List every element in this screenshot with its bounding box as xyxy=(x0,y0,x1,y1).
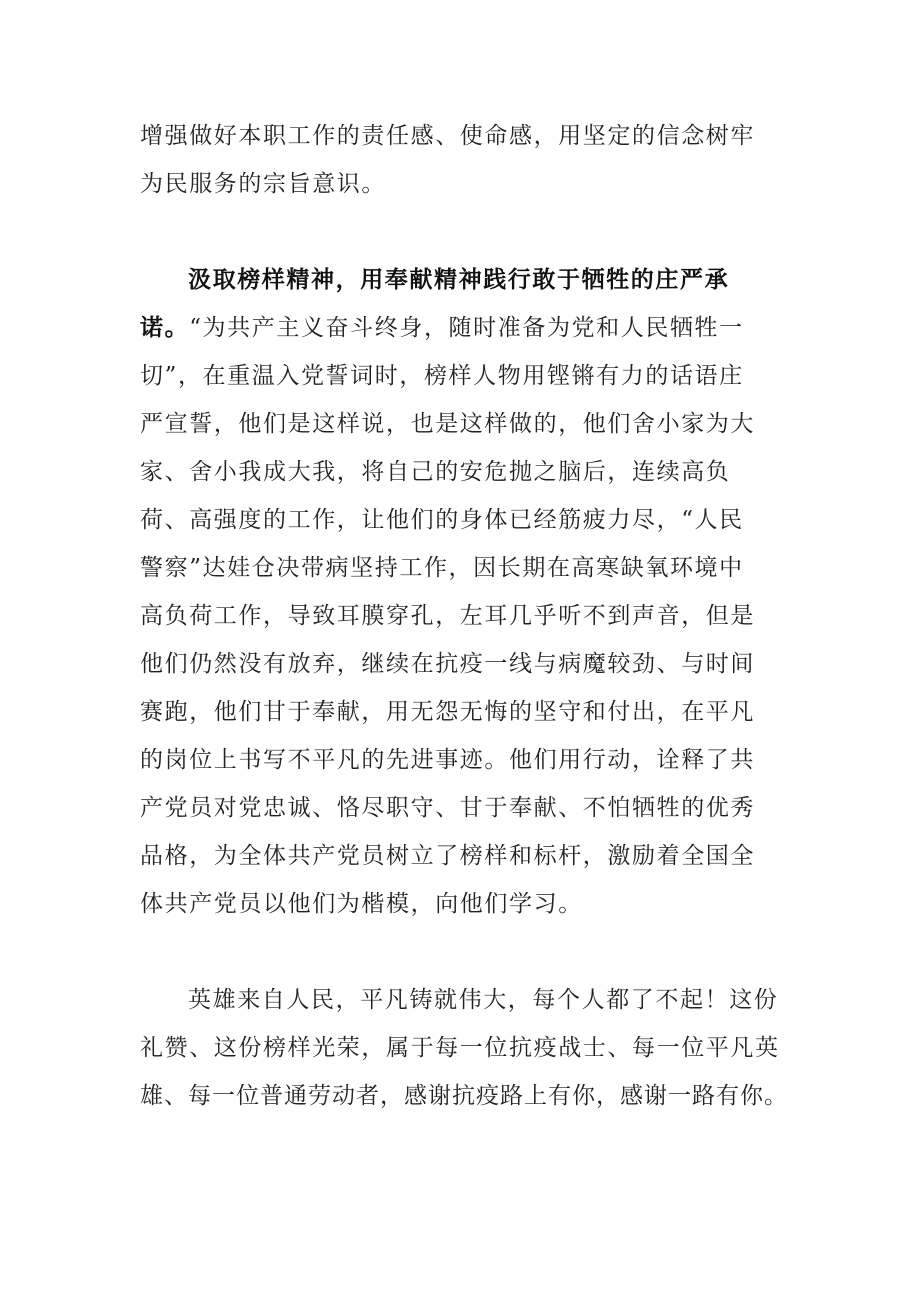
paragraph-2-heading: 汲取榜样精神，用奉献精神践行敢于牺牲的庄严承 xyxy=(188,266,730,293)
paragraph-2-line: 切”，在重温入党誓词时，榜样人物用铿锵有力的话语庄 xyxy=(140,363,744,389)
paragraph-3-line-2: 礼赞、这份榜样光荣，属于每一位抗疫战士、每一位平凡英 xyxy=(140,1035,780,1061)
paragraph-1-line-2: 为民服务的宗旨意识。 xyxy=(140,171,386,197)
paragraph-2-line-2-text: “为共产主义奋斗终身，随时准备为党和人民牺牲一 xyxy=(189,315,744,341)
paragraph-2-line: 的岗位上书写不平凡的先进事迹。他们用行动，诠释了共 xyxy=(140,747,755,773)
paragraph-2-line: 家、舍小我成大我，将自己的安危抛之脑后，连续高负 xyxy=(140,459,731,485)
paragraph-2-line: 警察”达娃仓决带病坚持工作，因长期在高寒缺氧环境中 xyxy=(140,555,744,581)
paragraph-3-line-1: 英雄来自人民，平凡铸就伟大，每个人都了不起！这份 xyxy=(188,987,779,1013)
paragraph-3-line-3: 雄、每一位普通劳动者，感谢抗疫路上有你，感谢一路有你。 xyxy=(140,1083,788,1109)
paragraph-1-line-1: 增强做好本职工作的责任感、使命感，用坚定的信念树牢 xyxy=(140,123,755,149)
paragraph-2-heading-end: 诺。 xyxy=(140,314,190,341)
paragraph-2-line: 体共产党员以他们为楷模，向他们学习。 xyxy=(140,891,583,917)
paragraph-2-line: 品格，为全体共产党员树立了榜样和标杆，激励着全国全 xyxy=(140,843,755,869)
paragraph-2-line: 严宣誓，他们是这样说，也是这样做的，他们舍小家为大 xyxy=(140,411,755,437)
paragraph-2-line: 赛跑，他们甘于奉献，用无怨无悔的坚守和付出，在平凡 xyxy=(140,699,755,725)
paragraph-2-line-2 xyxy=(140,310,744,346)
paragraph-2-line: 荷、高强度的工作，让他们的身体已经筋疲力尽，“人民 xyxy=(140,507,744,533)
paragraph-2-line: 他们仍然没有放弃，继续在抗疫一线与病魔较劲、与时间 xyxy=(140,651,755,677)
paragraph-2-line: 高负荷工作，导致耳膜穿孔，左耳几乎听不到声音，但是 xyxy=(140,603,755,629)
paragraph-2-line: 产党员对党忠诚、恪尽职守、甘于奉献、不怕牺牲的优秀 xyxy=(140,795,755,821)
